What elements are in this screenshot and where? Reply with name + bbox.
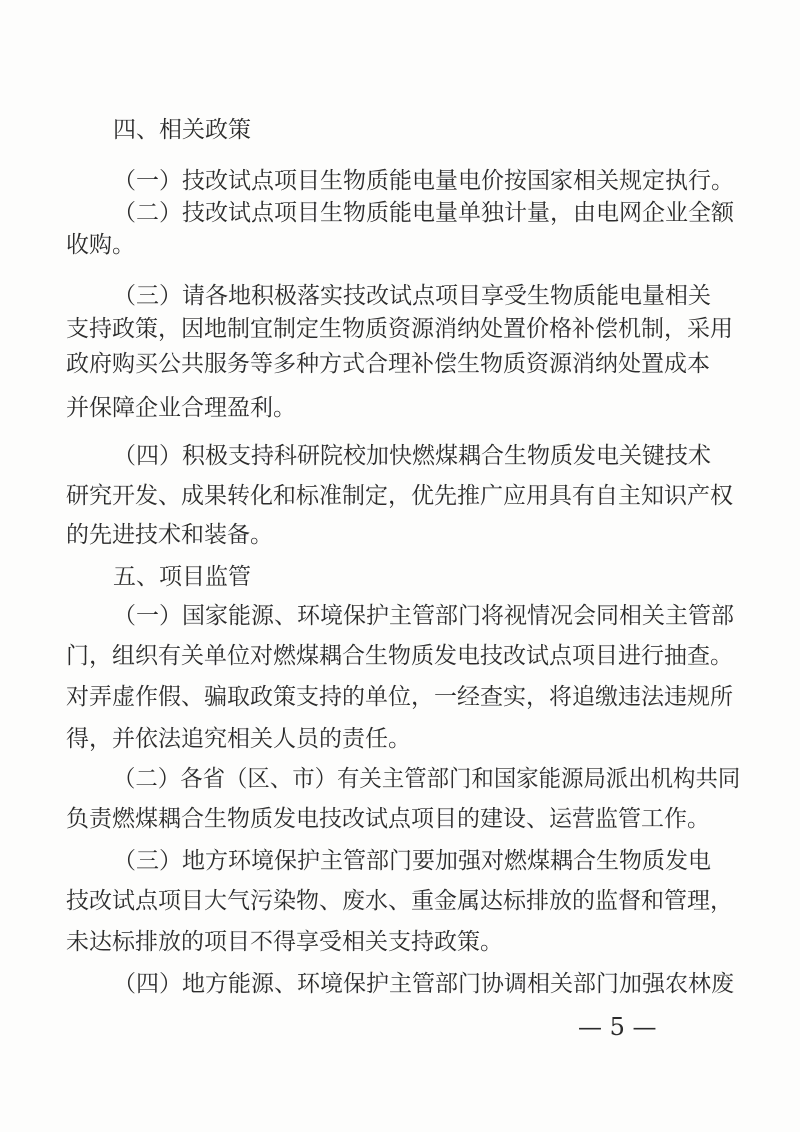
policy-item-3-line-1: （三）请各地积极落实技改试点项目享受生物质能电量相关 [113, 283, 711, 309]
policy-item-3-line-4: 并保障企业合理盈利。 [66, 395, 296, 421]
supervision-item-4-line-1: （四）地方能源、环境保护主管部门协调相关部门加强农林废 [113, 971, 734, 997]
section-heading-4: 四、相关政策 [113, 117, 251, 143]
policy-item-3-line-3: 政府购买公共服务等多种方式合理补偿生物质资源消纳处置成本 [66, 351, 710, 377]
supervision-item-1-line-1: （一）国家能源、环境保护主管部门将视情况会同相关主管部 [113, 603, 734, 629]
policy-item-2-line-2: 收购。 [66, 232, 135, 258]
supervision-item-3-line-1: （三）地方环境保护主管部门要加强对燃煤耦合生物质发电 [113, 848, 711, 874]
supervision-item-2-line-1: （二）各省（区、市）有关主管部门和国家能源局派出机构共同 [113, 766, 741, 792]
supervision-item-3-line-3: 未达标排放的项目不得享受相关支持政策。 [66, 929, 503, 955]
supervision-item-2-line-2: 负责燃煤耦合生物质发电技改试点项目的建设、运营监管工作。 [66, 806, 710, 832]
policy-item-3-line-2: 支持政策，因地制宜制定生物质资源消纳处置价格补偿机制，采用 [66, 316, 733, 342]
section-heading-5: 五、项目监管 [113, 564, 251, 590]
supervision-item-1-line-4: 得，并依法追究相关人员的责任。 [66, 726, 411, 752]
policy-item-4-line-3: 的先进技术和装备。 [66, 522, 273, 548]
page-number: — 5 — [578, 1013, 657, 1041]
policy-item-1-line-1: （一）技改试点项目生物质能电量电价按国家相关规定执行。 [113, 168, 734, 194]
supervision-item-3-line-2: 技改试点项目大气污染物、废水、重金属达标排放的监督和管理， [66, 888, 733, 914]
policy-item-4-line-2: 研究开发、成果转化和标准制定，优先推广应用具有自主知识产权 [66, 483, 733, 509]
policy-item-4-line-1: （四）积极支持科研院校加快燃煤耦合生物质发电关键技术 [113, 443, 711, 469]
supervision-item-1-line-2: 门，组织有关单位对燃煤耦合生物质发电技改试点项目进行抽查。 [66, 643, 733, 669]
policy-item-2-line-1: （二）技改试点项目生物质能电量单独计量，由电网企业全额 [113, 200, 734, 226]
supervision-item-1-line-3: 对弄虚作假、骗取政策支持的单位，一经查实，将追缴违法违规所 [66, 684, 733, 710]
